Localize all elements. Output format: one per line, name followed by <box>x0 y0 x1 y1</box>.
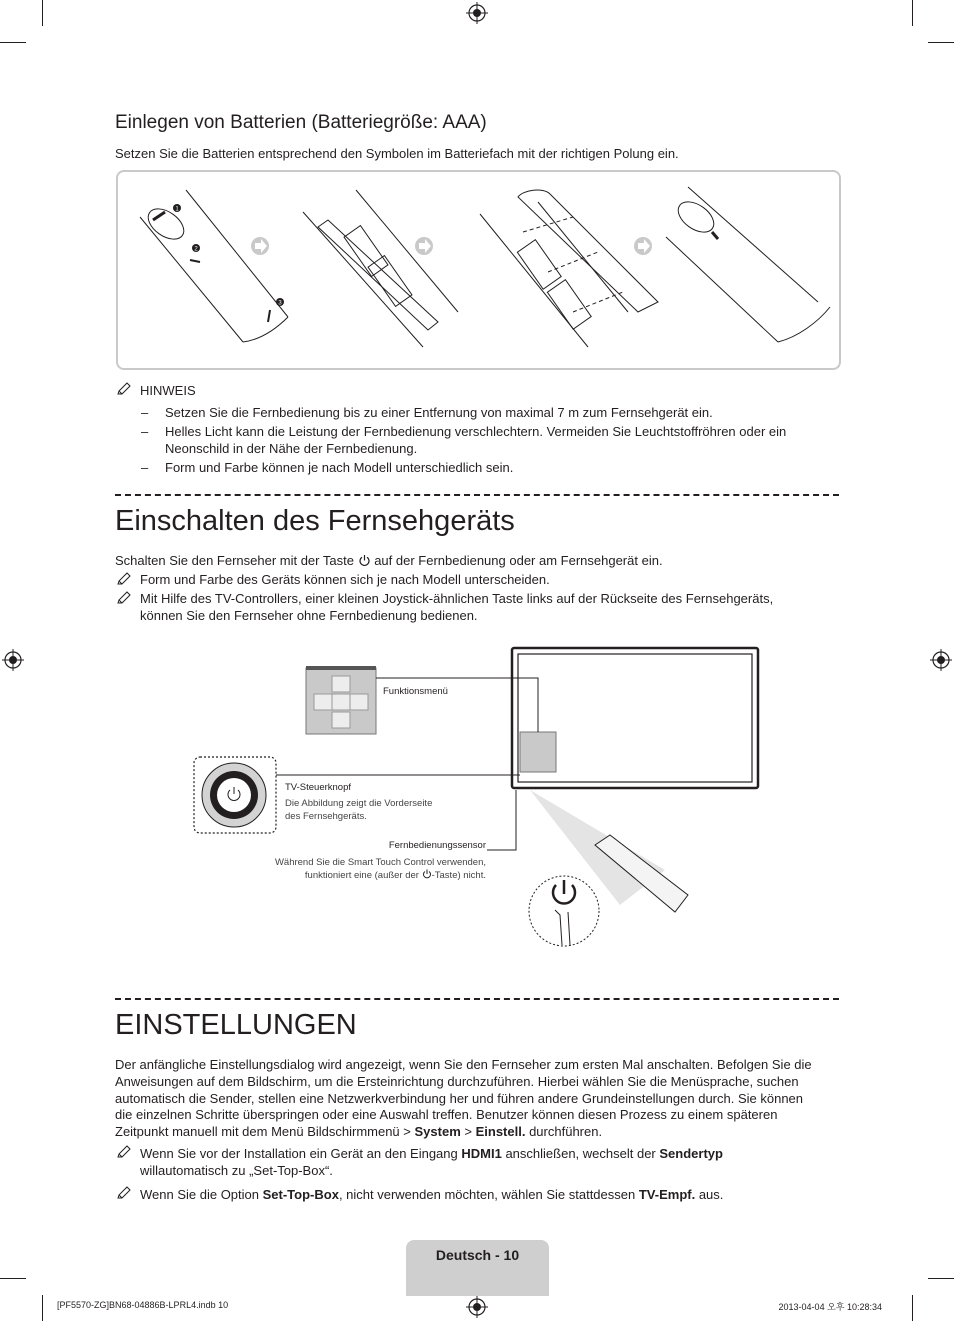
power-note: Mit Hilfe des TV-Controllers, einer kleinen Joystick-ähnlichen Taste links auf der Rückseite des Fernsehgeräts, <box>140 591 774 606</box>
sensor-desc-text: -Taste) nicht. <box>431 870 486 881</box>
settings-paragraph: Der anfängliche Einstellungsdialog wird angezeigt, wenn Sie den Fernseher zum ersten Mal anschalten. Befolgen Sie die <box>115 1057 812 1072</box>
next-step-arrow-icon <box>251 237 269 255</box>
text: Wenn Sie die Option <box>140 1187 259 1202</box>
note-pencil-icon <box>116 382 132 396</box>
note-pencil-icon <box>116 572 132 586</box>
note-pencil-icon <box>116 591 132 605</box>
text: Wenn Sie vor der Installation ein Gerät an den Eingang <box>140 1146 458 1161</box>
settings-paragraph: Anweisungen auf dem Bildschirm, um die Ersteinrichtung durchzuführen. Hierbei wählen Sie die Menüsprache, suchen <box>115 1074 799 1089</box>
battery-intro: Setzen Sie die Batterien entsprechend den Symbolen im Batteriefach mit der richtigen Polung ein. <box>115 146 679 161</box>
menu-path-settings: Einstell. <box>475 1124 526 1139</box>
power-icon <box>358 554 371 567</box>
registration-mark-icon <box>466 2 488 24</box>
settings-paragraph: automatisch die Sender, stellen eine Netzwerkverbindung her und führen andere Grundeinstellungen durch. Sie können <box>115 1091 804 1106</box>
footer-file: [PF5570-ZG]BN68-04886B-LPRL4.indb 10 <box>57 1300 229 1310</box>
footer-timestamp: 2013-04-04 오후 10:28:34 <box>778 1302 882 1312</box>
registration-mark-icon <box>930 649 952 671</box>
settings-note: willautomatisch zu „Set-Top-Box“. <box>140 1163 333 1178</box>
settings-note <box>140 1186 723 1203</box>
crop-mark <box>42 1295 43 1321</box>
step-number: 3 <box>278 300 282 307</box>
battery-figure <box>116 170 841 370</box>
crop-mark <box>928 1278 954 1279</box>
crop-mark <box>912 1295 913 1321</box>
note-label: HINWEIS <box>140 383 196 398</box>
step-number: 1 <box>175 206 179 213</box>
note-item: Form und Farbe können je nach Modell unterschiedlich sein. <box>165 460 514 475</box>
page-number-badge <box>406 1240 549 1296</box>
power-note: Form und Farbe des Geräts können sich je nach Modell unterscheiden. <box>140 572 550 587</box>
set-top-box-term: Set-Top-Box <box>262 1187 339 1202</box>
tv-empf-term: TV-Empf. <box>638 1187 696 1202</box>
power-icon <box>422 869 432 879</box>
crop-mark <box>0 1278 26 1279</box>
power-intro-text: auf der Fernbedienung oder am Fernsehgerät ein. <box>374 553 663 568</box>
sendertyp-term: Sendertyp <box>659 1146 723 1161</box>
power-note: können Sie den Fernseher ohne Fernbedienung bedienen. <box>140 608 478 623</box>
text: anschließen, wechselt der <box>505 1146 656 1161</box>
text: durchführen. <box>529 1124 603 1139</box>
tv-controller-desc: des Fernsehgeräts. <box>285 811 367 822</box>
crop-mark <box>928 42 954 43</box>
section-divider <box>115 998 839 1000</box>
crop-mark <box>42 0 43 26</box>
note-pencil-icon <box>116 1145 132 1159</box>
section-divider <box>115 494 839 496</box>
battery-steps-illustration <box>118 172 839 368</box>
note-item: Setzen Sie die Fernbedienung bis zu einer Entfernung von maximal 7 m zum Fernsehgerät ein. <box>165 405 713 420</box>
registration-mark-icon <box>466 1296 488 1318</box>
power-intro-text: Schalten Sie den Fernseher mit der Taste <box>115 553 354 568</box>
settings-paragraph: die einzelnen Schritte überspringen oder eine Auswahl treffen. Benutzer können diesen Prozess zu einem späteren <box>115 1107 778 1122</box>
function-menu-label: Funktionsmenü <box>383 686 448 697</box>
tv-controller-diagram <box>190 640 790 960</box>
page-number: Deutsch - 10 <box>435 1247 520 1263</box>
settings-note <box>140 1145 723 1162</box>
sensor-desc: Während Sie die Smart Touch Control verwenden, <box>274 857 486 868</box>
sensor-desc-text: funktioniert eine (außer der <box>304 870 419 881</box>
step-number: 2 <box>194 246 198 253</box>
note-dash: – <box>141 424 149 439</box>
settings-heading: EINSTELLUNGEN <box>115 1009 357 1041</box>
text: > <box>464 1124 472 1139</box>
text: aus. <box>698 1187 724 1202</box>
text: , nicht verwenden möchten, wählen Sie stattdessen <box>338 1187 636 1202</box>
note-dash: – <box>141 460 149 475</box>
power-intro <box>115 552 663 569</box>
note-item: Helles Licht kann die Leistung der Fernbedienung verschlechtern. Vermeiden Sie Leuchtstoffröhren oder ein <box>165 424 787 439</box>
battery-heading: Einlegen von Batterien (Batteriegröße: AAA) <box>115 112 487 133</box>
note-dash: – <box>141 405 149 420</box>
power-heading: Einschalten des Fernsehgeräts <box>115 505 515 537</box>
menu-path-system: System <box>414 1124 461 1139</box>
sensor-label: Fernbedienungssensor <box>388 840 486 851</box>
next-step-arrow-icon <box>634 237 652 255</box>
sensor-desc <box>230 869 486 882</box>
note-item: Neonschild in der Nähe der Fernbedienung. <box>165 441 418 456</box>
crop-mark <box>912 0 913 26</box>
settings-paragraph <box>115 1123 602 1140</box>
text: Zeitpunkt manuell mit dem Menü Bildschirmmenü > <box>115 1124 411 1139</box>
registration-mark-icon <box>2 649 24 671</box>
tv-controller-desc: Die Abbildung zeigt die Vorderseite <box>285 798 433 809</box>
note-pencil-icon <box>116 1186 132 1200</box>
hdmi-term: HDMI1 <box>461 1146 502 1161</box>
tv-controller-label: TV-Steuerknopf <box>285 782 352 793</box>
next-step-arrow-icon <box>415 237 433 255</box>
crop-mark <box>0 42 26 43</box>
